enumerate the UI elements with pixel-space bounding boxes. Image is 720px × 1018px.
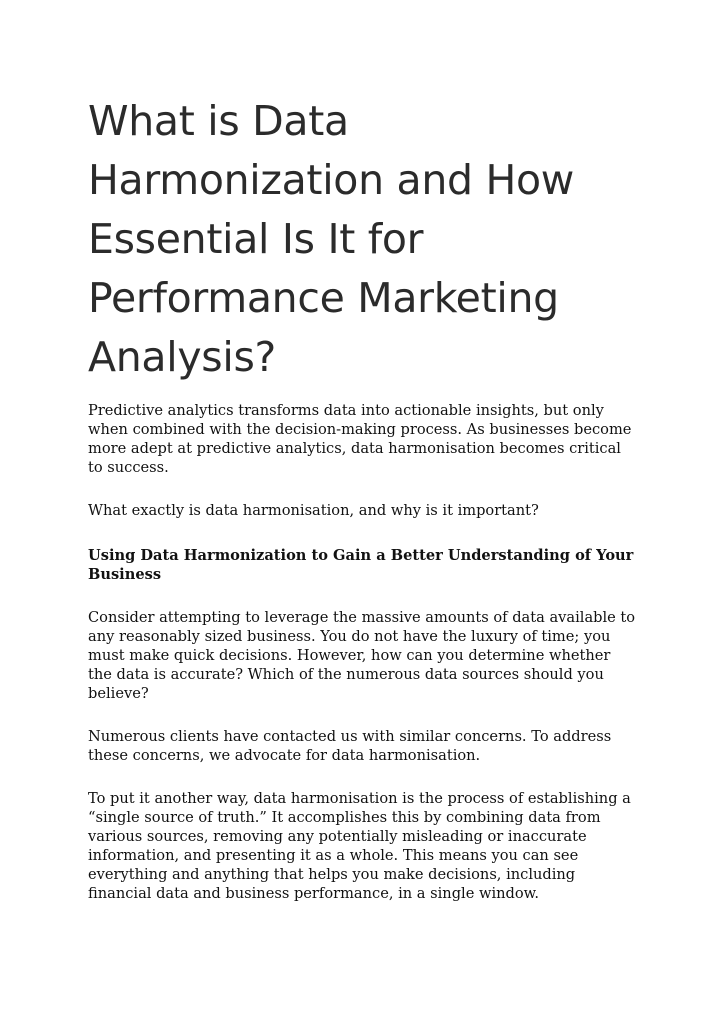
- section-subheading: Using Data Harmonization to Gain a Better Understanding of Your Business: [88, 547, 634, 583]
- article-title: What is Data Harmonization and How Essential Is It for Performance Marketing Analysis?: [88, 97, 575, 381]
- body-paragraph-1: Consider attempting to leverage the massive amounts of data available to any reasonably sized business. You do not have the luxury of time; you must make quick decisions. However, how can you determine whether the data is accurate? Which of the numerous data sources should you believe?: [88, 609, 636, 702]
- intro-paragraph: Predictive analytics transforms data into actionable insights, but only when combined with the decision-making process. As businesses become more adept at predictive analytics, data harmonisation becomes critical to success.: [88, 402, 632, 476]
- body-paragraph-3: To put it another way, data harmonisation is the process of establishing a “single source of truth.” It accomplishes this by combining data from various sources, removing any potentially misleading or inaccurate information, and presenting it as a whole. This means you can see everything and anything that helps you make decisions, including financial data and business performance, in a single window.: [88, 790, 631, 902]
- question-paragraph: What exactly is data harmonisation, and why is it important?: [88, 502, 539, 519]
- body-paragraph-2: Numerous clients have contacted us with similar concerns. To address these concerns, we advocate for data harmonisation.: [88, 728, 612, 764]
- article-body: [88, 92, 638, 903]
